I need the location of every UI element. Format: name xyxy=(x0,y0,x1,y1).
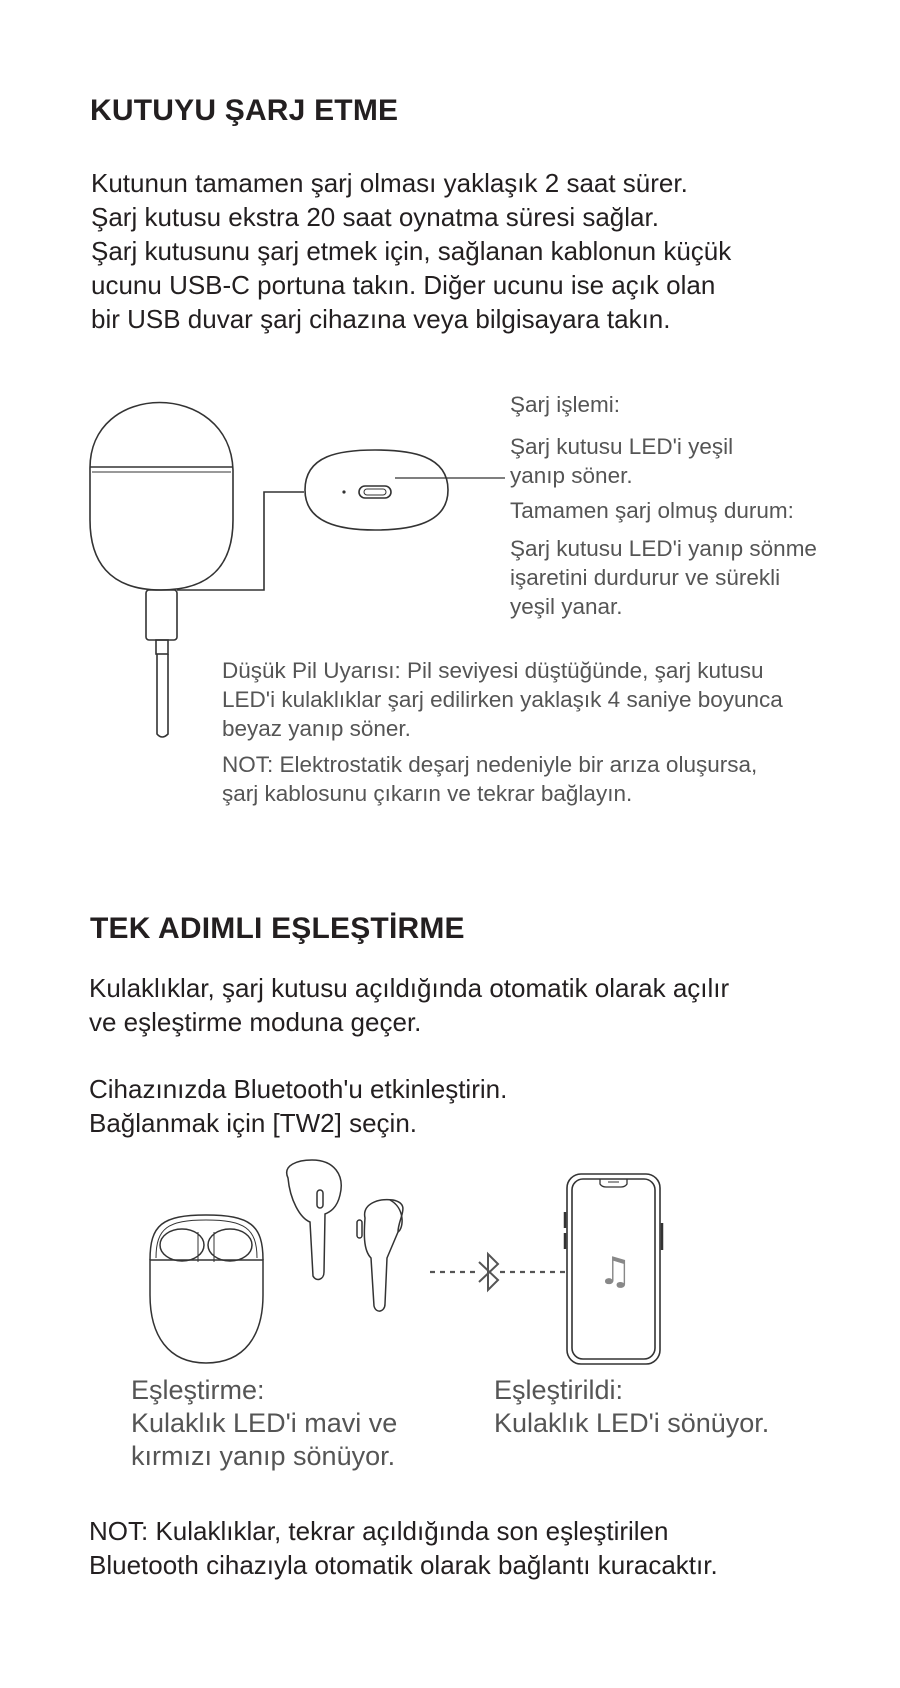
bluetooth-instruction-line: Bağlanmak için [TW2] seçin. xyxy=(89,1108,418,1138)
pairing-caption xyxy=(131,1374,397,1473)
full-text-line: işaretini durdurur ve sürekli xyxy=(510,565,781,590)
pairing-intro-line: ve eşleştirme moduna geçer. xyxy=(89,1007,422,1037)
full-label: Tamamen şarj olmuş durum: xyxy=(510,498,794,523)
low-battery-line: LED'i kulaklıklar şarj edilirken yaklaşık 4 saniye boyunca xyxy=(222,687,783,712)
charging-intro-line: ucunu USB-C portuna takın. Diğer ucunu ise açık olan xyxy=(91,270,716,300)
full-text-line: Şarj kutusu LED'i yanıp sönme xyxy=(510,536,817,561)
charging-intro-line: bir USB duvar şarj cihazına veya bilgisayara takın. xyxy=(91,304,671,334)
bluetooth-instruction-line: Cihazınızda Bluetooth'u etkinleştirin. xyxy=(89,1074,508,1104)
pairing-intro-line: Kulaklıklar, şarj kutusu açıldığında otomatik olarak açılır xyxy=(89,973,730,1003)
charging-intro-line: Şarj kutusunu şarj etmek için, sağlanan kablonun küçük xyxy=(91,236,732,266)
reconnect-note xyxy=(89,1514,718,1582)
charging-section-title: KUTUYU ŞARJ ETME xyxy=(90,94,399,127)
charging-label: Şarj işlemi: xyxy=(510,392,621,417)
pairing-caption-line: kırmızı yanıp sönüyor. xyxy=(131,1441,396,1471)
paired-caption-line: Eşleştirildi: xyxy=(494,1375,624,1405)
low-battery-line: Düşük Pil Uyarısı: Pil seviyesi düştüğünde, şarj kutusu xyxy=(222,658,764,683)
full-text-line: yeşil yanar. xyxy=(510,594,623,619)
pairing-caption-line: Kulaklık LED'i mavi ve xyxy=(131,1408,398,1438)
esd-note-line: şarj kablosunu çıkarın ve tekrar bağlayın. xyxy=(222,781,633,806)
pairing-caption-line: Eşleştirme: xyxy=(131,1375,265,1405)
reconnect-note-line: Bluetooth cihazıyla otomatik olarak bağlantı kuracaktır. xyxy=(89,1550,718,1580)
low-battery-line: beyaz yanıp söner. xyxy=(222,716,411,741)
reconnect-note-line: NOT: Kulaklıklar, tekrar açıldığında son eşleştirilen xyxy=(89,1516,669,1546)
music-note-icon: ♫ xyxy=(598,1249,633,1293)
pairing-section-title: TEK ADIMLI EŞLEŞTİRME xyxy=(90,912,465,945)
paired-caption xyxy=(494,1374,769,1440)
charging-text-line: Şarj kutusu LED'i yeşil xyxy=(510,434,734,459)
esd-note-line: NOT: Elektrostatik deşarj nedeniyle bir arıza oluşursa, xyxy=(222,752,758,777)
paired-caption-line: Kulaklık LED'i sönüyor. xyxy=(494,1408,770,1438)
charging-intro-line: Şarj kutusu ekstra 20 saat oynatma süresi sağlar. xyxy=(91,202,659,232)
charging-intro-line: Kutunun tamamen şarj olması yaklaşık 2 saat sürer. xyxy=(91,168,688,198)
charging-text-line: yanıp söner. xyxy=(510,463,633,488)
